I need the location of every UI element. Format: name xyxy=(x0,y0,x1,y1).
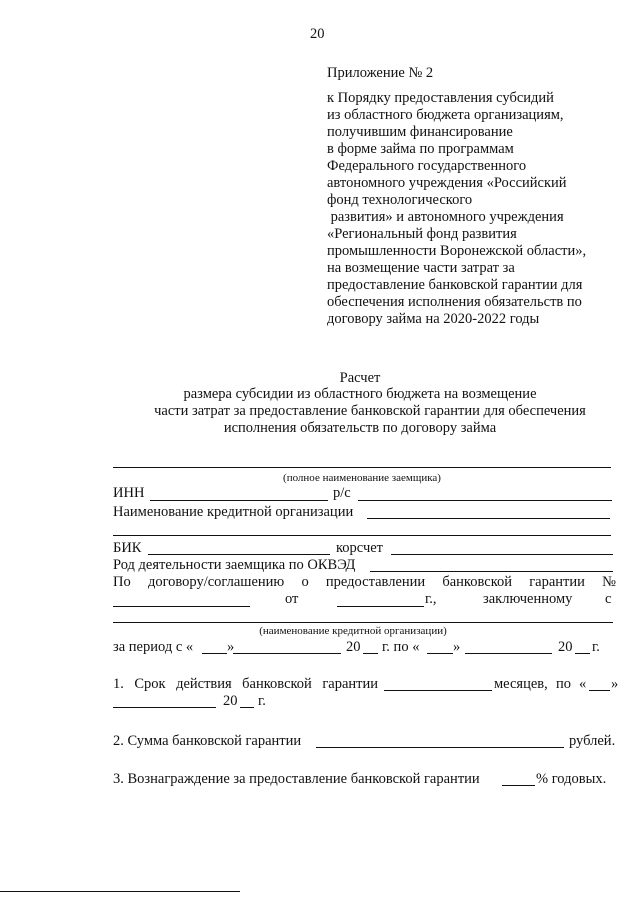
agreement-word: о xyxy=(301,574,309,590)
borrower-name-field[interactable] xyxy=(113,467,611,468)
guarantee-fee-unit: % годовых. xyxy=(536,771,607,787)
period-quote: » xyxy=(453,639,461,655)
okved-field[interactable] xyxy=(370,571,613,572)
term-word: Срок xyxy=(134,676,166,692)
rs-field[interactable] xyxy=(358,500,612,501)
term-end-month-field[interactable] xyxy=(113,707,216,708)
agreement-date-field[interactable] xyxy=(337,606,424,607)
term-end-g-label: г. xyxy=(258,693,266,709)
term-to-label: по xyxy=(556,676,572,692)
term-word: банковской xyxy=(242,676,312,692)
period-end-day-field[interactable] xyxy=(427,653,453,654)
appendix-line: получившим финансирование xyxy=(327,124,513,140)
guarantee-fee-field[interactable] xyxy=(502,785,535,786)
appendix-line: развития» и автономного учреждения xyxy=(327,209,564,225)
document-subtitle-line: исполнения обязательств по договору займа xyxy=(223,420,497,436)
term-word: 1. xyxy=(113,676,124,692)
document-subtitle-line: части затрат за предоставление банковской гарантии для обеспечения xyxy=(154,403,586,419)
page-number: 20 xyxy=(310,26,325,42)
appendix-title: Приложение № 2 xyxy=(327,65,434,81)
term-months-field[interactable] xyxy=(384,690,492,691)
period-start-month-field[interactable] xyxy=(233,653,341,654)
term-quote-open: « xyxy=(579,676,587,692)
agreement-word: банковской xyxy=(442,574,513,590)
agreement-number-field[interactable] xyxy=(113,606,250,607)
period-end-g-label: г. xyxy=(592,639,600,655)
period-prefix: за период с « xyxy=(113,639,194,655)
term-end-day-field[interactable] xyxy=(589,690,610,691)
appendix-line: Федерального государственного xyxy=(327,158,527,174)
period-start-day-field[interactable] xyxy=(202,653,227,654)
credit-org-caption: (наименование кредитной организации) xyxy=(259,625,447,637)
period-start-year-label: 20 xyxy=(346,639,361,655)
borrower-name-caption: (полное наименование заемщика) xyxy=(283,472,441,484)
okved-label: Род деятельности заемщика по ОКВЭД xyxy=(113,557,356,573)
term-months-label: месяцев, xyxy=(494,676,548,692)
inn-label: ИНН xyxy=(113,485,145,501)
footnote-separator xyxy=(0,891,240,892)
appendix-line: обеспечения исполнения обязательств по xyxy=(327,294,582,310)
appendix-line: фонд технологического xyxy=(327,192,473,208)
appendix-line: автономного учреждения «Российский xyxy=(327,175,567,191)
term-label xyxy=(113,676,378,693)
concluded-with-label: с xyxy=(605,591,612,607)
agreement-word: предоставлении xyxy=(325,574,426,590)
bank-name-field-continued[interactable] xyxy=(113,535,611,536)
agreement-number-sign: № xyxy=(602,574,616,590)
appendix-line: к Порядку предоставления субсидий xyxy=(327,90,554,106)
agreement-word: договору/соглашению xyxy=(147,574,285,590)
appendix-line: в форме займа по программам xyxy=(327,141,514,157)
credit-org-field[interactable] xyxy=(113,622,613,623)
term-end-year-field[interactable] xyxy=(240,707,254,708)
inn-field[interactable] xyxy=(150,500,328,501)
appendix-line: из областного бюджета организациям, xyxy=(327,107,564,123)
appendix-line: промышленности Воронежской области», xyxy=(327,243,587,259)
guarantee-amount-unit: рублей. xyxy=(569,733,616,749)
period-end-year-field[interactable] xyxy=(575,653,590,654)
appendix-line: предоставление банковской гарантии для xyxy=(327,277,583,293)
guarantee-amount-field[interactable] xyxy=(316,747,564,748)
document-subtitle-line: размера субсидии из областного бюджета на возмещение xyxy=(183,386,537,402)
term-end-year-label: 20 xyxy=(223,693,238,709)
bik-label: БИК xyxy=(113,540,142,556)
agreement-word: По xyxy=(113,574,131,590)
guarantee-amount-label: 2. Сумма банковской гарантии xyxy=(113,733,302,749)
korschet-label: корсчет xyxy=(336,540,384,556)
bik-field[interactable] xyxy=(148,554,330,555)
agreement-year-label: г., xyxy=(425,591,437,607)
appendix-line: «Региональный фонд развития xyxy=(327,226,517,242)
term-quote-close: » xyxy=(611,676,619,692)
document-title: Расчет xyxy=(339,370,381,386)
agreement-word: гарантии xyxy=(529,574,585,590)
concluded-label: заключенному xyxy=(483,591,573,607)
period-end-month-field[interactable] xyxy=(465,653,552,654)
bank-name-label: Наименование кредитной организации xyxy=(113,504,354,520)
period-quote: » xyxy=(227,639,235,655)
bank-name-field[interactable] xyxy=(367,518,610,519)
agreement-line xyxy=(113,574,616,591)
period-end-year-label: 20 xyxy=(558,639,573,655)
rs-label: р/с xyxy=(333,485,351,501)
period-to-label: г. по « xyxy=(382,639,420,655)
term-word: гарантии xyxy=(322,676,378,692)
korschet-field[interactable] xyxy=(391,554,613,555)
agreement-date-label: от xyxy=(285,591,299,607)
appendix-line: на возмещение части затрат за xyxy=(327,260,515,276)
guarantee-fee-label: 3. Вознаграждение за предоставление банковской гарантии xyxy=(113,771,480,787)
appendix-line: договору займа на 2020-2022 годы xyxy=(327,311,540,327)
period-start-year-field[interactable] xyxy=(363,653,378,654)
term-word: действия xyxy=(176,676,232,692)
